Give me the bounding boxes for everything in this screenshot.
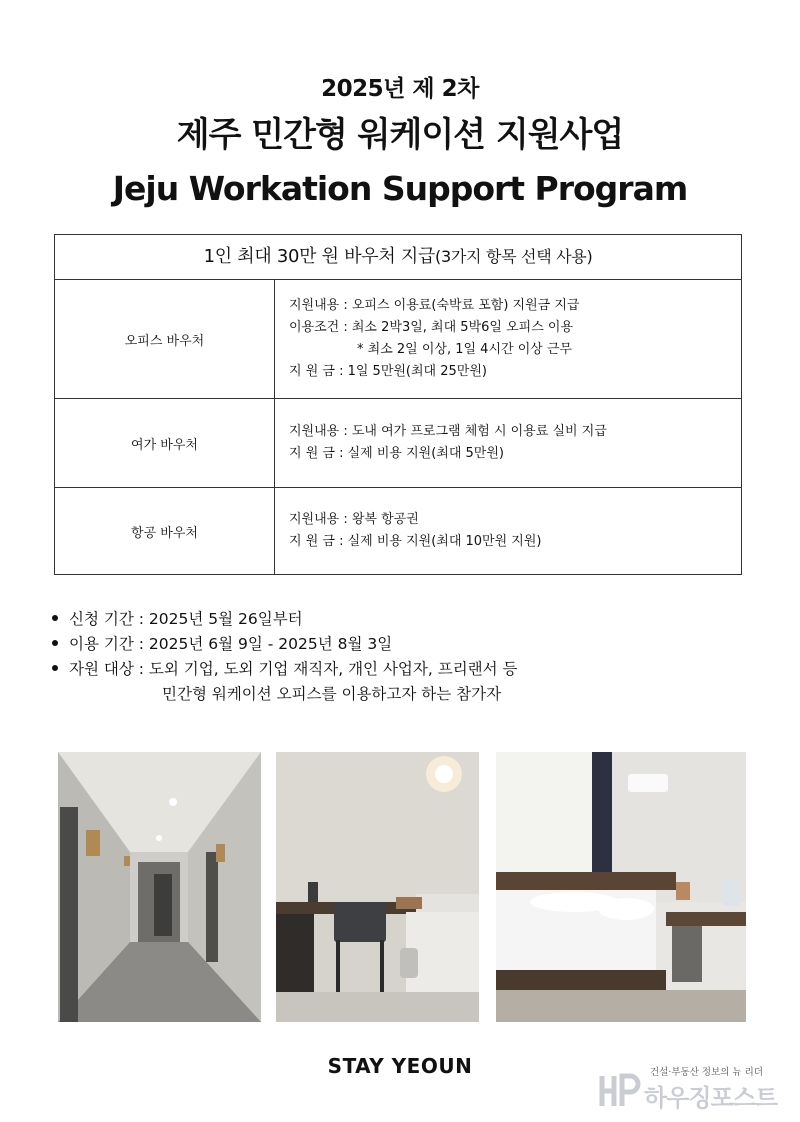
page-title-korean: 제주 민간형 워케이션 지원사업	[176, 115, 624, 155]
info-item-use	[52, 632, 518, 657]
voucher-table-heading	[55, 235, 741, 280]
voucher-name: 오피스 바우처	[55, 280, 275, 398]
voucher-detail-line: 지원내용 : 도내 여가 프로그램 체험 시 이용료 실비 지급	[289, 424, 607, 439]
voucher-detail-line: 지 원 금 : 실제 비용 지원(최대 10만원 지원)	[289, 534, 542, 549]
page-title-english: Jeju Workation Support Program	[112, 169, 688, 208]
voucher-detail-line: 이용조건 : 최소 2박3일, 최대 5박6일 오피스 이용	[289, 320, 574, 335]
voucher-name: 여가 바우처	[55, 399, 275, 487]
voucher-detail-line: 지원내용 : 오피스 이용료(숙박료 포함) 지원금 지급	[289, 298, 580, 313]
watermark-tagline: 건설·부동산 정보의 뉴 리더	[650, 1067, 764, 1078]
bullet-icon	[52, 640, 58, 646]
voucher-heading-note: (3가지 항목 선택 사용)	[435, 247, 593, 266]
housingpost-logo-icon	[598, 1070, 642, 1110]
voucher-row-office	[55, 280, 741, 399]
voucher-detail-note: * 최소 2일 이상, 1일 4시간 이상 근무	[357, 342, 573, 357]
bedroom-illustration	[496, 752, 746, 1022]
footer-brand: STAY YEOUN	[327, 1054, 473, 1078]
photo-bedroom	[496, 752, 746, 1022]
info-item-target	[52, 657, 518, 682]
desk-room-illustration	[276, 752, 479, 1022]
hallway-illustration	[58, 752, 261, 1022]
voucher-table	[54, 234, 742, 575]
watermark	[598, 1064, 794, 1112]
header	[0, 74, 800, 212]
voucher-detail	[275, 488, 741, 574]
info-item-target-cont: 민간형 워케이션 오피스를 이용하고자 하는 참가자	[162, 685, 502, 703]
voucher-detail-line: 지원내용 : 왕복 항공권	[289, 512, 419, 527]
photo-desk-room	[276, 752, 479, 1022]
voucher-heading-main: 1인 최대 30만 원 바우처 지급	[203, 246, 436, 267]
info-text: 자원 대상 : 도외 기업, 도외 기업 재직자, 개인 사업자, 프리랜서 등	[69, 660, 518, 678]
voucher-name: 항공 바우처	[55, 488, 275, 574]
bullet-icon	[52, 615, 58, 621]
bullet-icon	[52, 665, 58, 671]
voucher-detail-line: 지 원 금 : 1일 5만원(최대 25만원)	[289, 364, 487, 379]
voucher-row-leisure	[55, 399, 741, 488]
info-item-apply	[52, 607, 518, 632]
voucher-detail-line: 지 원 금 : 실제 비용 지원(최대 5만원)	[289, 446, 504, 461]
watermark-brand: 하우징포스트	[644, 1084, 778, 1112]
voucher-detail	[275, 280, 741, 398]
voucher-detail	[275, 399, 741, 487]
info-text: 신청 기간 : 2025년 5월 26일부터	[69, 610, 303, 628]
info-list	[52, 607, 518, 707]
voucher-row-flight	[55, 488, 741, 574]
header-year: 2025년 제 2차	[321, 76, 479, 102]
photo-hallway	[58, 752, 261, 1022]
info-text: 이용 기간 : 2025년 6월 9일 - 2025년 8월 3일	[69, 635, 393, 653]
